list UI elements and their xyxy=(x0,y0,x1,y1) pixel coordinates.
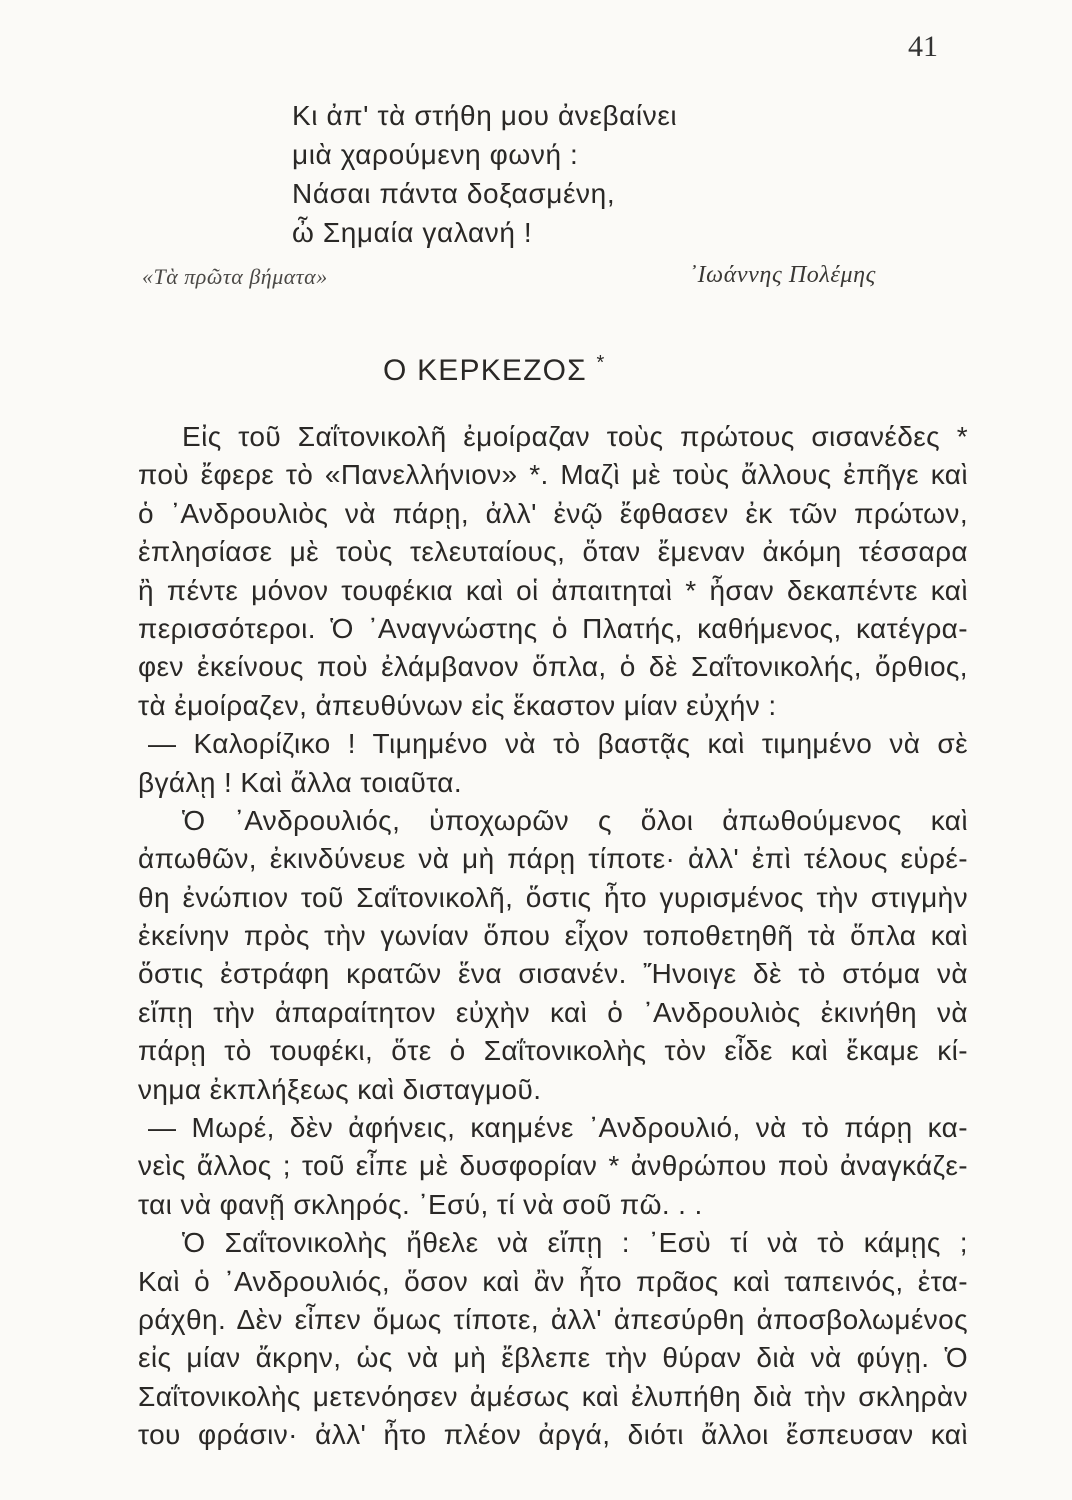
text-line: ἐκείνην πρὸς τὴν γωνίαν ὅπου εἶχον τοποθετηθῆ τὰ ὅπλα καὶ xyxy=(138,920,968,952)
text-line: πάρῃ τὸ τουφέκι, ὅτε ὁ Σαΐτονικολὴς τὸν εἶδε καὶ ἔκαμε κί- xyxy=(138,1035,968,1067)
text-line: θη ἐνώπιον τοῦ Σαΐτονικολῆ, ὅστις ἦτο γυρισμένος τὴν στιγμὴν xyxy=(138,881,968,913)
text-line: Καὶ ὁ ᾿Ανδρουλιός, ὅσον καὶ ἂν ἦτο πρᾶος καὶ ταπεινός, ἐτα- xyxy=(138,1265,968,1297)
text-line: περισσότεροι. Ὁ ᾿Αναγνώστης ὁ Πλατής, καθήμενος, κατέγρα- xyxy=(138,612,968,644)
text-line: — Μωρέ, δὲν ἀφήνεις, καημένε ᾿Ανδρουλιό, νὰ τὸ πάρῃ κα- xyxy=(148,1112,968,1144)
text-line: ἐπλησίασε μὲ τοὺς τελευταίους, ὅταν ἔμεναν ἀκόμη τέσσαρα xyxy=(138,536,968,568)
text-line: Ὁ Σαΐτονικολὴς ἤθελε νὰ εἴπῃ : ᾿Εσὺ τί νὰ τὸ κάμῃς ; xyxy=(182,1227,968,1259)
body-text xyxy=(138,418,968,1455)
text-line: ἢ πέντε μόνον τουφέκια καὶ οἱ ἀπαιτηταὶ * ἦσαν δεκαπέντε καὶ xyxy=(138,574,968,606)
poem-source: «Τὰ πρῶτα βήματα» xyxy=(142,264,328,289)
text-line: τὰ ἐμοίραζεν, ἀπευθύνων εἰς ἕκαστον μίαν εὐχήν : xyxy=(138,689,777,721)
text-line: εἴπῃ τὴν ἀπαραίτητον εὐχὴν καὶ ὁ ᾿Ανδρουλιὸς ἐκινήθη νὰ xyxy=(138,996,968,1028)
poem-line: μιὰ χαρούμενη φωνή : xyxy=(292,139,579,170)
poem-stanza xyxy=(292,96,677,252)
text-line: ράχθη. Δὲν εἶπεν ὅμως τίποτε, ἀλλ' ἀπεσύρθη ἀποσβολωμένος xyxy=(138,1303,968,1335)
footnote-mark: * xyxy=(596,352,606,374)
text-line: ποὺ ἔφερε τὸ «Πανελλήνιον» *. Μαζὶ μὲ τοὺς ἄλλους ἐπῆγε καὶ xyxy=(138,459,968,491)
text-line: ἀπωθῶν, ἐκινδύνευε νὰ μὴ πάρῃ τίποτε· ἀλλ' ἐπὶ τέλους εὑρέ- xyxy=(138,843,968,875)
poem-line: ὦ Σημαία γαλανή ! xyxy=(292,217,533,248)
poem-author: ᾿Ιωάννης Πολέμης xyxy=(689,262,876,288)
text-line: ται νὰ φανῇ σκληρός. ᾿Εσύ, τί νὰ σοῦ πῶ. . . xyxy=(138,1188,703,1220)
text-line: Σαΐτονικολὴς μετενόησεν ἀμέσως καὶ ἐλυπήθη διὰ τὴν σκληρὰν xyxy=(138,1380,968,1412)
chapter-title-text: Ο ΚΕΡΚΕΖΟΣ xyxy=(383,354,587,387)
poem-line: Κι ἀπ' τὰ στήθη μου ἀνεβαίνει xyxy=(292,100,678,131)
text-line: βγάλῃ ! Καὶ ἄλλα τοιαῦτα. xyxy=(138,766,463,798)
text-line: — Καλορίζικο ! Τιμημένο νὰ τὸ βαστᾷς καὶ τιμημένο νὰ σὲ xyxy=(148,728,968,760)
text-line: Εἰς τοῦ Σαΐτονικολῆ ἐμοίραζαν τοὺς πρώτους σισανέδες * xyxy=(182,421,968,452)
page-number: 41 xyxy=(908,30,938,63)
text-line: νεὶς ἄλλος ; τοῦ εἶπε μὲ δυσφορίαν * ἀνθρώπου ποὺ ἀναγκάζε- xyxy=(138,1150,968,1182)
text-line: εἰς μίαν ἄκρην, ὡς νὰ μὴ ἔβλεπε τὴν θύραν διὰ νὰ φύγῃ. Ὁ xyxy=(138,1342,968,1374)
poem-line: Νάσαι πάντα δοξασμένη, xyxy=(292,178,616,209)
text-line: νημα ἐκπλήξεως καὶ δισταγμοῦ. xyxy=(138,1073,542,1105)
text-line: του φράσιν· ἀλλ' ἦτο πλέον ἀργά, διότι ἄλλοι ἔσπευσαν καὶ xyxy=(138,1419,968,1451)
text-line: ὁ ᾿Ανδρουλιὸς νὰ πάρῃ, ἀλλ' ἐνῷ ἔφθασεν ἐκ τῶν πρώτων, xyxy=(138,497,968,529)
chapter-title xyxy=(383,354,605,388)
text-line: ὅστις ἐστράφη κρατῶν ἕνα σισανέν. Ἤνοιγε δὲ τὸ στόμα νὰ xyxy=(138,958,968,990)
text-line: Ὁ ᾿Ανδρουλιός, ὑποχωρῶν ς ὅλοι ἀπωθούμενος καὶ xyxy=(182,804,968,836)
text-line: φεν ἐκείνους ποὺ ἐλάμβανον ὅπλα, ὁ δὲ Σαΐτονικολής, ὄρθιος, xyxy=(138,651,968,683)
